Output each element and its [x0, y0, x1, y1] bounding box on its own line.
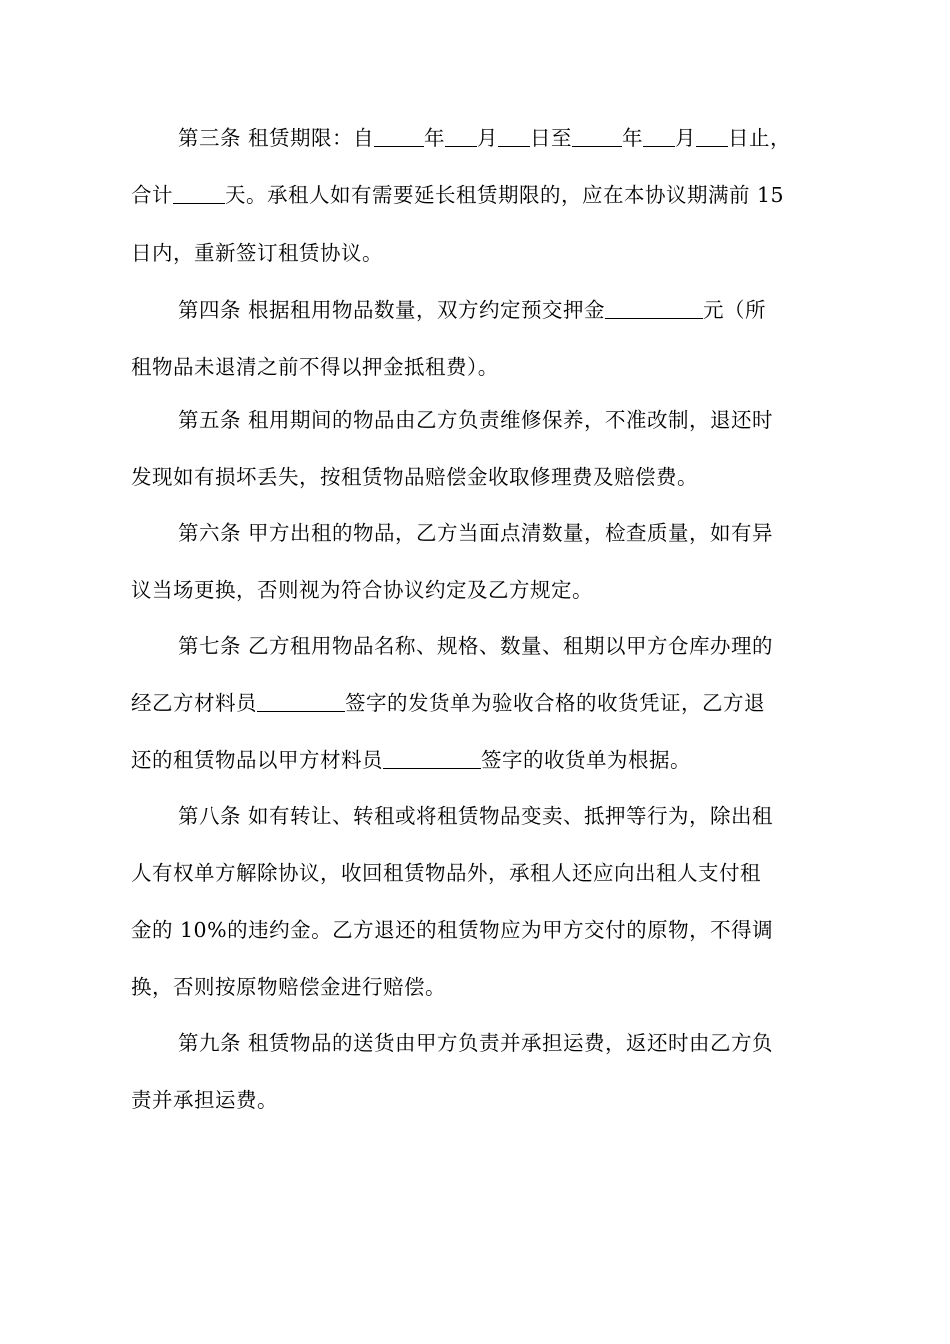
blank-lessor-material-clerk[interactable] [383, 748, 481, 769]
article-4-line-1: 第四条 根据租用物品数量，双方约定预交押金 元（所 [178, 298, 767, 322]
blank-start-year[interactable] [374, 126, 424, 147]
article-5-line-1: 第五条 租用期间的物品由乙方负责维修保养，不准改制，退还时 [178, 408, 774, 432]
article-3-line-1: 第三条 租赁期限：自 年 月 日至 年 月 日止， [178, 126, 792, 150]
blank-start-day[interactable] [498, 126, 530, 147]
article-8-line-4: 换，否则按原物赔偿金进行赔偿。 [131, 975, 446, 999]
blank-start-month[interactable] [445, 126, 477, 147]
article-6-line-2: 议当场更换，否则视为符合协议约定及乙方规定。 [131, 578, 593, 602]
blank-lessee-material-clerk[interactable] [257, 691, 345, 712]
article-8-line-1: 第八条 如有转让、转租或将租赁物品变卖、抵押等行为，除出租 [178, 804, 774, 828]
blank-end-year[interactable] [572, 126, 622, 147]
blank-deposit-amount[interactable] [605, 298, 703, 319]
article-7-line-2: 经乙方材料员 签字的发货单为验收合格的收货凭证，乙方退 [131, 691, 765, 715]
article-8-line-2: 人有权单方解除协议，收回租赁物品外，承租人还应向出租人支付租 [131, 861, 761, 885]
article-8-line-3: 金的 10%的违约金。乙方退还的租赁物应为甲方交付的原物，不得调 [131, 918, 774, 942]
article-5-line-2: 发现如有损坏丢失，按租赁物品赔偿金收取修理费及赔偿费。 [131, 465, 698, 489]
article-3-line-3: 日内，重新签订租赁协议。 [131, 241, 383, 265]
blank-end-month[interactable] [643, 126, 675, 147]
article-7-line-3: 还的租赁物品以甲方材料员 签字的收货单为根据。 [131, 748, 691, 772]
article-6-line-1: 第六条 甲方出租的物品，乙方当面点清数量，检查质量，如有异 [178, 521, 774, 545]
article-9-line-1: 第九条 租赁物品的送货由甲方负责并承担运费，返还时由乙方负 [178, 1031, 774, 1055]
blank-total-days[interactable] [173, 183, 225, 204]
article-9-line-2: 责并承担运费。 [131, 1088, 278, 1112]
article-4-line-2: 租物品未退清之前不得以押金抵租费）。 [131, 355, 499, 379]
article-7-line-1: 第七条 乙方租用物品名称、规格、数量、租期以甲方仓库办理的 [178, 634, 774, 658]
blank-end-day[interactable] [696, 126, 728, 147]
article-3-line-2: 合计 天。承租人如有需要延长租赁期限的，应在本协议期满前 15 [131, 183, 785, 207]
